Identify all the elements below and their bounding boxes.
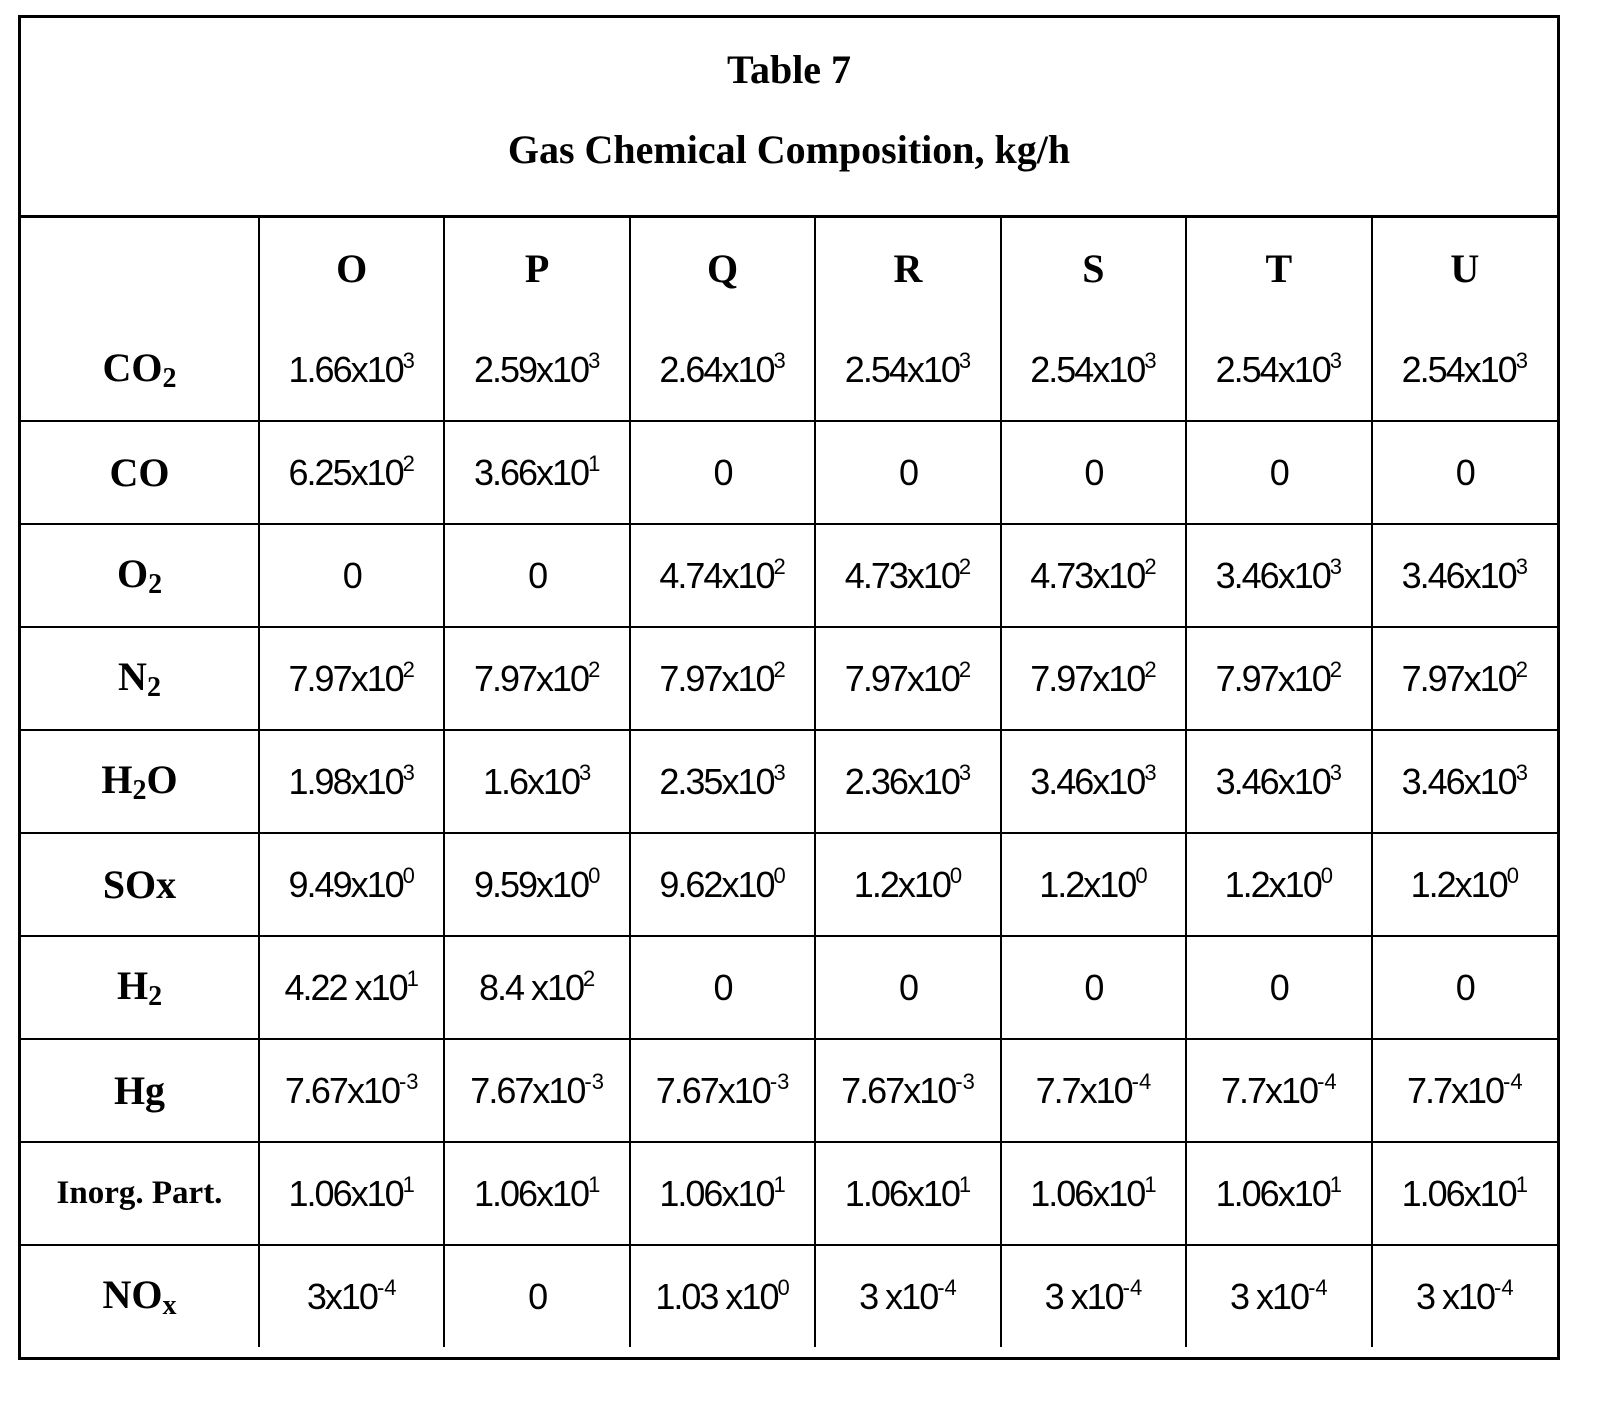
row-label [21, 936, 259, 1039]
value-mantissa: 3 x10 [1045, 1276, 1123, 1317]
value-exponent: -3 [770, 1069, 790, 1094]
value-cell [259, 524, 444, 627]
value-mantissa: 1.2x10 [1039, 864, 1135, 905]
value-cell [444, 1142, 629, 1245]
row-label-subscript: 2 [133, 775, 147, 806]
column-header: R [815, 218, 1000, 319]
value-exponent: 3 [1516, 554, 1528, 579]
row-label-subscript: 2 [147, 672, 161, 703]
value-mantissa: 7.7x10 [1221, 1070, 1317, 1111]
row-label [21, 1039, 259, 1142]
value-mantissa: 7.97x10 [659, 658, 773, 699]
value-mantissa: 7.97x10 [1402, 658, 1516, 699]
row-label [21, 1245, 259, 1347]
value-mantissa: 3.46x10 [1030, 761, 1144, 802]
column-header: O [259, 218, 444, 319]
value-cell [259, 1245, 444, 1347]
value-exponent: 1 [588, 1172, 600, 1197]
value-exponent: 0 [773, 863, 785, 888]
value-cell [444, 421, 629, 524]
value-cell [259, 936, 444, 1039]
value-exponent: 2 [773, 554, 785, 579]
value-exponent: 0 [403, 863, 415, 888]
value-cell [444, 524, 629, 627]
value-mantissa: 0 [1456, 967, 1474, 1008]
row-label [21, 730, 259, 833]
value-mantissa: 2.59x10 [474, 349, 588, 390]
value-mantissa: 0 [528, 1276, 546, 1317]
value-cell [630, 627, 815, 730]
value-exponent: -3 [955, 1069, 975, 1094]
value-mantissa: 3 x10 [1416, 1276, 1494, 1317]
value-exponent: 1 [407, 966, 419, 991]
table-row [21, 627, 1557, 730]
row-label [21, 1142, 259, 1245]
value-cell [1001, 833, 1186, 936]
value-exponent: -3 [399, 1069, 419, 1094]
row-label [21, 833, 259, 936]
value-cell [1186, 833, 1371, 936]
value-cell [1001, 1039, 1186, 1142]
value-cell [444, 730, 629, 833]
value-mantissa: 3 x10 [1230, 1276, 1308, 1317]
value-exponent: -4 [1317, 1069, 1337, 1094]
value-mantissa: 1.6x10 [483, 761, 579, 802]
row-label-subscript: 2 [163, 363, 177, 394]
value-mantissa: 3.46x10 [1402, 761, 1516, 802]
value-exponent: 2 [403, 657, 415, 682]
value-cell [259, 627, 444, 730]
value-mantissa: 1.98x10 [289, 761, 403, 802]
value-cell [1001, 627, 1186, 730]
value-mantissa: 1.06x10 [1030, 1173, 1144, 1214]
value-exponent: 3 [403, 348, 415, 373]
value-cell [1372, 1039, 1557, 1142]
value-mantissa: 3.46x10 [1216, 761, 1330, 802]
column-header: Q [630, 218, 815, 319]
value-exponent: 0 [1135, 863, 1147, 888]
header-row [21, 218, 1557, 319]
row-label [21, 319, 259, 421]
value-cell [815, 627, 1000, 730]
value-exponent: 3 [588, 348, 600, 373]
value-cell [444, 319, 629, 421]
value-cell [1372, 1245, 1557, 1347]
value-mantissa: 1.06x10 [659, 1173, 773, 1214]
value-cell [815, 936, 1000, 1039]
value-cell [630, 524, 815, 627]
table-row [21, 319, 1557, 421]
value-exponent: 2 [1330, 657, 1342, 682]
value-cell [444, 936, 629, 1039]
table-row [21, 936, 1557, 1039]
value-exponent: 2 [1144, 554, 1156, 579]
value-exponent: 3 [1144, 348, 1156, 373]
value-cell [444, 1245, 629, 1347]
row-label-text: NO [103, 1272, 163, 1317]
value-exponent: 3 [1330, 760, 1342, 785]
value-exponent: 1 [773, 1172, 785, 1197]
row-label-text: CO [110, 450, 170, 495]
value-mantissa: 3x10 [307, 1276, 377, 1317]
row-label-text: Inorg. Part. [57, 1175, 223, 1211]
value-exponent: 2 [959, 554, 971, 579]
value-mantissa: 0 [1456, 452, 1474, 493]
value-mantissa: 3.46x10 [1402, 555, 1516, 596]
value-exponent: 2 [959, 657, 971, 682]
value-cell [815, 524, 1000, 627]
value-mantissa: 0 [714, 967, 732, 1008]
row-label-subscript: 2 [148, 981, 162, 1012]
value-cell [1186, 421, 1371, 524]
value-mantissa: 0 [1270, 967, 1288, 1008]
row-label-subscript: 2 [148, 569, 162, 600]
value-cell [815, 421, 1000, 524]
value-cell [1001, 730, 1186, 833]
value-exponent: 1 [403, 1172, 415, 1197]
value-cell [815, 730, 1000, 833]
value-mantissa: 1.06x10 [1402, 1173, 1516, 1214]
column-header: P [444, 218, 629, 319]
value-mantissa: 7.7x10 [1407, 1070, 1503, 1111]
value-exponent: 3 [959, 760, 971, 785]
value-exponent: 3 [1330, 554, 1342, 579]
table-row [21, 421, 1557, 524]
table-row [21, 1142, 1557, 1245]
value-mantissa: 7.7x10 [1036, 1070, 1132, 1111]
value-cell [630, 319, 815, 421]
value-mantissa: 4.73x10 [845, 555, 959, 596]
value-cell [1372, 936, 1557, 1039]
column-header: S [1001, 218, 1186, 319]
row-label-text: SOx [103, 862, 176, 907]
value-cell [1372, 730, 1557, 833]
value-mantissa: 0 [899, 452, 917, 493]
row-label-text: N [118, 654, 147, 699]
value-exponent: 1 [959, 1172, 971, 1197]
value-mantissa: 0 [1270, 452, 1288, 493]
value-exponent: 2 [588, 657, 600, 682]
value-cell [1372, 319, 1557, 421]
value-cell [815, 833, 1000, 936]
value-exponent: 0 [777, 1275, 789, 1300]
value-cell [1372, 524, 1557, 627]
value-cell [1186, 1245, 1371, 1347]
value-cell [259, 319, 444, 421]
value-mantissa: 9.49x10 [289, 864, 403, 905]
table-row [21, 1245, 1557, 1347]
value-cell [815, 319, 1000, 421]
value-exponent: -4 [1494, 1275, 1514, 1300]
table-subtitle: Gas Chemical Composition, kg/h [21, 118, 1557, 173]
value-mantissa: 0 [1084, 452, 1102, 493]
value-cell [815, 1039, 1000, 1142]
value-cell [1372, 833, 1557, 936]
value-mantissa: 1.03 x10 [655, 1276, 777, 1317]
table-caption [21, 18, 1557, 218]
value-mantissa: 2.54x10 [1402, 349, 1516, 390]
value-cell [1001, 936, 1186, 1039]
value-cell [1372, 627, 1557, 730]
value-exponent: 3 [773, 760, 785, 785]
value-exponent: 1 [1516, 1172, 1528, 1197]
value-cell [815, 1245, 1000, 1347]
value-cell [1372, 1142, 1557, 1245]
value-exponent: 0 [588, 863, 600, 888]
value-mantissa: 2.64x10 [659, 349, 773, 390]
value-cell [259, 1142, 444, 1245]
value-mantissa: 1.06x10 [845, 1173, 959, 1214]
value-exponent: 1 [1330, 1172, 1342, 1197]
table-row [21, 833, 1557, 936]
row-label-text: H [117, 963, 148, 1008]
value-mantissa: 7.67x10 [841, 1070, 955, 1111]
value-mantissa: 0 [528, 555, 546, 596]
value-cell [259, 421, 444, 524]
value-cell [259, 833, 444, 936]
row-label-text: O [117, 551, 148, 596]
value-mantissa: 4.74x10 [659, 555, 773, 596]
value-mantissa: 7.97x10 [1030, 658, 1144, 699]
value-exponent: -4 [1308, 1275, 1328, 1300]
value-cell [630, 1245, 815, 1347]
value-mantissa: 0 [1084, 967, 1102, 1008]
table-row [21, 524, 1557, 627]
value-mantissa: 1.06x10 [474, 1173, 588, 1214]
value-mantissa: 3.46x10 [1216, 555, 1330, 596]
value-exponent: -4 [1132, 1069, 1152, 1094]
value-mantissa: 2.35x10 [659, 761, 773, 802]
value-exponent: 3 [579, 760, 591, 785]
value-exponent: 0 [1321, 863, 1333, 888]
value-mantissa: 3.66x10 [474, 452, 588, 493]
value-exponent: 2 [403, 451, 415, 476]
value-cell [444, 1039, 629, 1142]
row-label-text: H [101, 757, 132, 802]
value-mantissa: 9.59x10 [474, 864, 588, 905]
value-exponent: 3 [403, 760, 415, 785]
value-exponent: -4 [937, 1275, 957, 1300]
value-mantissa: 7.97x10 [289, 658, 403, 699]
value-exponent: 3 [1516, 348, 1528, 373]
value-mantissa: 2.36x10 [845, 761, 959, 802]
value-mantissa: 1.06x10 [1216, 1173, 1330, 1214]
value-cell [444, 627, 629, 730]
value-cell [1186, 1142, 1371, 1245]
value-mantissa: 2.54x10 [1216, 349, 1330, 390]
value-mantissa: 8.4 x10 [479, 967, 583, 1008]
row-label-text-suffix: O [147, 757, 178, 802]
value-cell [1001, 421, 1186, 524]
table-title: Table 7 [21, 18, 1557, 118]
value-exponent: 3 [1516, 760, 1528, 785]
value-exponent: 3 [959, 348, 971, 373]
value-exponent: 2 [583, 966, 595, 991]
value-exponent: 2 [773, 657, 785, 682]
value-cell [630, 1039, 815, 1142]
value-cell [1372, 421, 1557, 524]
row-label [21, 524, 259, 627]
value-mantissa: 6.25x10 [289, 452, 403, 493]
value-mantissa: 1.2x10 [1225, 864, 1321, 905]
value-mantissa: 7.67x10 [470, 1070, 584, 1111]
value-exponent: 3 [1144, 760, 1156, 785]
value-mantissa: 4.73x10 [1030, 555, 1144, 596]
value-exponent: 0 [1507, 863, 1519, 888]
value-mantissa: 0 [714, 452, 732, 493]
row-label-text: Hg [114, 1068, 165, 1113]
value-mantissa: 0 [343, 555, 361, 596]
value-cell [1186, 319, 1371, 421]
value-mantissa: 4.22 x10 [285, 967, 407, 1008]
value-mantissa: 3 x10 [859, 1276, 937, 1317]
value-exponent: 1 [588, 451, 600, 476]
value-exponent: 3 [1330, 348, 1342, 373]
value-cell [1186, 524, 1371, 627]
value-exponent: -4 [1123, 1275, 1143, 1300]
composition-table [21, 218, 1557, 1347]
value-mantissa: 1.2x10 [1411, 864, 1507, 905]
value-mantissa: 7.97x10 [1216, 658, 1330, 699]
value-cell [444, 833, 629, 936]
value-cell [630, 936, 815, 1039]
row-label [21, 627, 259, 730]
value-cell [815, 1142, 1000, 1245]
value-cell [1186, 1039, 1371, 1142]
value-cell [1186, 936, 1371, 1039]
value-cell [1001, 319, 1186, 421]
value-cell [259, 730, 444, 833]
value-cell [630, 421, 815, 524]
value-exponent: 1 [1144, 1172, 1156, 1197]
value-cell [630, 1142, 815, 1245]
value-cell [1001, 1142, 1186, 1245]
value-cell [1001, 524, 1186, 627]
value-exponent: -3 [584, 1069, 604, 1094]
value-exponent: 2 [1516, 657, 1528, 682]
table-row [21, 730, 1557, 833]
value-exponent: 0 [950, 863, 962, 888]
value-mantissa: 7.67x10 [285, 1070, 399, 1111]
row-label-subscript: x [163, 1290, 177, 1321]
value-cell [1186, 627, 1371, 730]
value-cell [630, 730, 815, 833]
value-mantissa: 0 [899, 967, 917, 1008]
column-header: U [1372, 218, 1557, 319]
value-exponent: 2 [1144, 657, 1156, 682]
value-cell [1186, 730, 1371, 833]
corner-cell [21, 218, 259, 319]
table-row [21, 1039, 1557, 1142]
value-cell [1001, 1245, 1186, 1347]
table-7 [18, 15, 1560, 1360]
value-exponent: 3 [773, 348, 785, 373]
value-mantissa: 7.97x10 [474, 658, 588, 699]
value-mantissa: 7.67x10 [656, 1070, 770, 1111]
column-header: T [1186, 218, 1371, 319]
value-mantissa: 9.62x10 [659, 864, 773, 905]
value-mantissa: 2.54x10 [845, 349, 959, 390]
value-cell [259, 1039, 444, 1142]
value-mantissa: 1.2x10 [854, 864, 950, 905]
value-mantissa: 7.97x10 [845, 658, 959, 699]
value-exponent: -4 [377, 1275, 397, 1300]
row-label-text: CO [103, 345, 163, 390]
value-mantissa: 1.06x10 [289, 1173, 403, 1214]
row-label [21, 421, 259, 524]
value-exponent: -4 [1503, 1069, 1523, 1094]
value-mantissa: 2.54x10 [1030, 349, 1144, 390]
value-cell [630, 833, 815, 936]
value-mantissa: 1.66x10 [289, 349, 403, 390]
